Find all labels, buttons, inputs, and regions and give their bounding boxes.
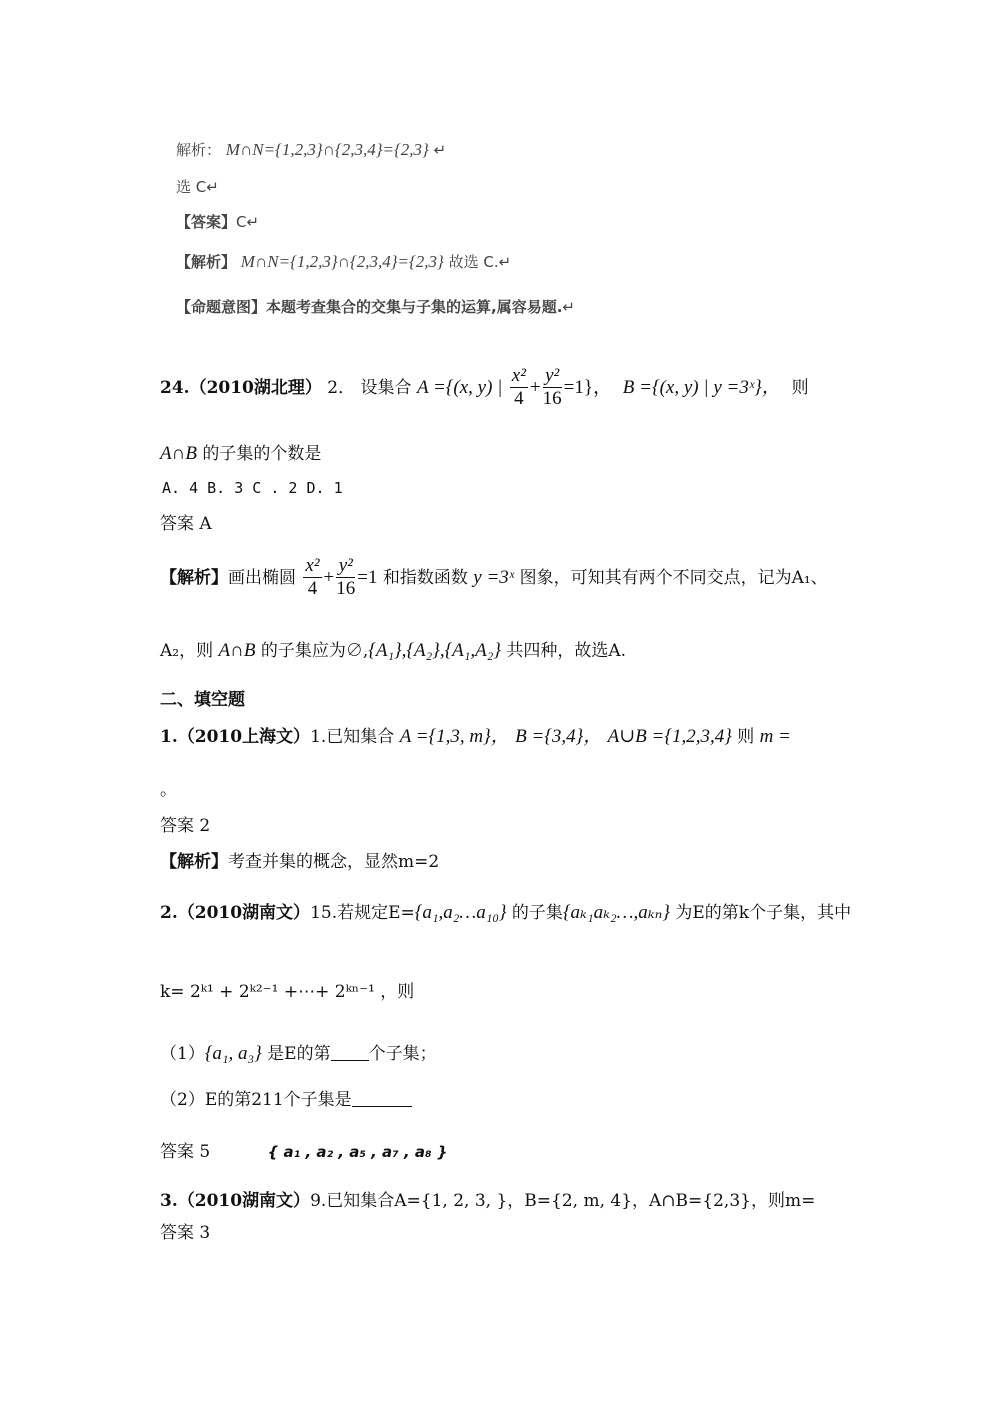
frac-numerator: x² [511, 365, 526, 386]
f1-m-eq: m = [759, 726, 791, 747]
f1-region: 上海文） [242, 727, 311, 747]
q24-line4-ab: A∩B [218, 640, 256, 661]
q24-a2: A₂，则 [160, 641, 219, 661]
f2-text3: 为E的第k个子集，其中 [669, 903, 852, 923]
f3-text: 9.已知集合A={1, 2, 3, }，B={2, m, 4}，A∩B={2,3}，则m= [310, 1191, 816, 1211]
q24-options: A. 4 B. 3 C . 2 D. 1 [162, 479, 343, 497]
q24-set-b: B ={(x, y) | y =3ˣ}， [622, 376, 781, 398]
q24-jiexi-text2: 和指数函数 [377, 567, 474, 588]
f1-jiexi-line [160, 852, 439, 872]
choose-line [176, 178, 219, 196]
q24-line4-tail: 共四种，故选A. [500, 641, 627, 661]
intent-label: 【命题意图】 [176, 298, 267, 316]
jiexi-line [176, 140, 446, 160]
q24-ab: A∩B [160, 443, 197, 464]
f2-k-def: k= 2ᵏ¹ + 2ᵏ²⁻¹ +⋯+ 2ᵏⁿ⁻¹ ，则 [160, 982, 415, 1002]
f1-period: 。 [160, 780, 177, 800]
answer-line [176, 213, 259, 231]
f2-q1-text: 是E的第 [261, 1044, 331, 1064]
answer-value: C [236, 213, 247, 231]
frac-denominator: 4 [307, 577, 318, 599]
q24-answer: 答案 A [160, 514, 212, 534]
q24-number: 2． [327, 377, 356, 398]
frac-numerator: y² [336, 556, 355, 578]
f1-then: 则 [731, 727, 760, 747]
q24-text1: 设集合 [360, 377, 412, 398]
frac-denominator: 4 [514, 387, 524, 409]
q24-jiexi-line [160, 556, 828, 601]
intent-text: 本题考查集合的交集与子集的运算,属容易题. [266, 298, 563, 316]
q24-region: 湖北理） [253, 377, 322, 398]
q24-jiexi-eq: =1 [357, 566, 378, 588]
f1-jiexi-label: 【解析】 [160, 852, 228, 872]
q24-then: 则 [791, 377, 809, 398]
return-mark-icon: ↵ [562, 298, 575, 316]
frac-denominator: 16 [336, 577, 356, 599]
f2-q2-text: （2）E的第211个子集是 [160, 1090, 352, 1110]
q24-set-a: A ={(x, y) | [416, 376, 503, 398]
f2-q1-tail: 个子集； [368, 1044, 437, 1064]
f2-answer-set: { a₁ , a₂ , a₅ , a₇ , a₈ } [267, 1143, 448, 1161]
plus-sign: + [323, 566, 335, 588]
f2-answer-label: 答案 5 [160, 1142, 211, 1162]
f2-q1-blank[interactable] [331, 1046, 369, 1061]
q24-line [160, 366, 809, 411]
return-mark-icon: ↵ [433, 141, 447, 159]
choose-text: 选 C [176, 178, 207, 196]
jiexi-label: 解析： [176, 141, 222, 159]
q24-line4 [160, 640, 626, 663]
f2-q1-label: （1） [160, 1044, 205, 1064]
q24-line2 [160, 443, 321, 466]
q24-prefix: 24.（2010 [160, 377, 254, 398]
f1-union: A∪B ={1,2,3,4} [607, 726, 732, 747]
plus-sign: + [529, 376, 541, 398]
f1-text: 1.已知集合 [310, 727, 395, 747]
frac-numerator: x² [305, 555, 320, 576]
q24-line2-text: 的子集的个数是 [196, 444, 322, 464]
intent-line [176, 298, 575, 316]
q24-jiexi-label: 【解析】 [160, 567, 228, 588]
jiexi2-tail: 故选 C. [448, 253, 499, 271]
return-mark-icon: ↵ [246, 213, 260, 231]
f1-prefix: 1.（2010 [160, 727, 243, 747]
q24-jiexi-frac-x [303, 556, 321, 601]
f2-text2: 的子集 [506, 903, 563, 923]
jiexi2-math: M∩N={1,2,3}∩{2,3,4}={2,3} [240, 252, 444, 271]
q24-jiexi-text3: 图象，可知其有两个不同交点，记为A₁、 [514, 567, 828, 588]
frac-denominator: 16 [542, 387, 562, 409]
f2-q1-line [160, 1043, 437, 1066]
f2-line [160, 902, 851, 925]
f3-line [160, 1191, 815, 1211]
f2-q2-blank[interactable] [352, 1092, 412, 1107]
frac-numerator: y² [543, 366, 562, 388]
jiexi2-line [176, 252, 511, 272]
f3-prefix: 3.（2010 [160, 1191, 243, 1211]
q24-eq1: =1}， [563, 376, 612, 398]
f2-q1-set: {a₁, a₃} [204, 1043, 262, 1064]
f1-line [160, 726, 791, 749]
q24-line4-mid: 的子集应为∅, [255, 641, 369, 661]
f3-answer: 答案 3 [160, 1223, 211, 1243]
return-mark-icon: ↵ [498, 253, 512, 271]
f1-set-b: B ={3,4}， [515, 726, 603, 747]
f1-set-a: A ={1,3, m}， [399, 726, 510, 747]
f2-text1: 15.若规定E= [310, 903, 415, 923]
jiexi2-label: 【解析】 [176, 253, 237, 271]
q24-jiexi-frac-y [336, 556, 355, 601]
f2-answer-line [160, 1142, 447, 1162]
q24-jiexi-exp: y =3ˣ [473, 566, 515, 588]
f1-jiexi-text: 考查并集的概念，显然m=2 [228, 852, 440, 872]
f3-region: 湖南文） [242, 1191, 311, 1211]
q24-jiexi-text1: 画出椭圆 [228, 567, 296, 588]
f2-set-sub: {aₖ₁aₖ₂…,aₖₙ} [562, 902, 670, 923]
f2-set-e: {a₁,a₂…a₁₀} [414, 902, 507, 923]
f2-region: 湖南文） [242, 903, 311, 923]
section-title: 二、填空题 [160, 690, 245, 710]
f1-answer: 答案 2 [160, 816, 211, 836]
f2-prefix: 2.（2010 [160, 903, 243, 923]
f2-q2-line [160, 1090, 412, 1110]
return-mark-icon: ↵ [206, 178, 219, 196]
jiexi-math: M∩N={1,2,3}∩{2,3,4}={2,3} [225, 140, 429, 159]
q24-frac-y [543, 366, 562, 411]
answer-label: 【答案】 [176, 213, 237, 231]
q24-line4-sets: {A₁},{A₂},{A₁,A₂} [368, 640, 501, 661]
q24-frac-x [510, 366, 528, 411]
